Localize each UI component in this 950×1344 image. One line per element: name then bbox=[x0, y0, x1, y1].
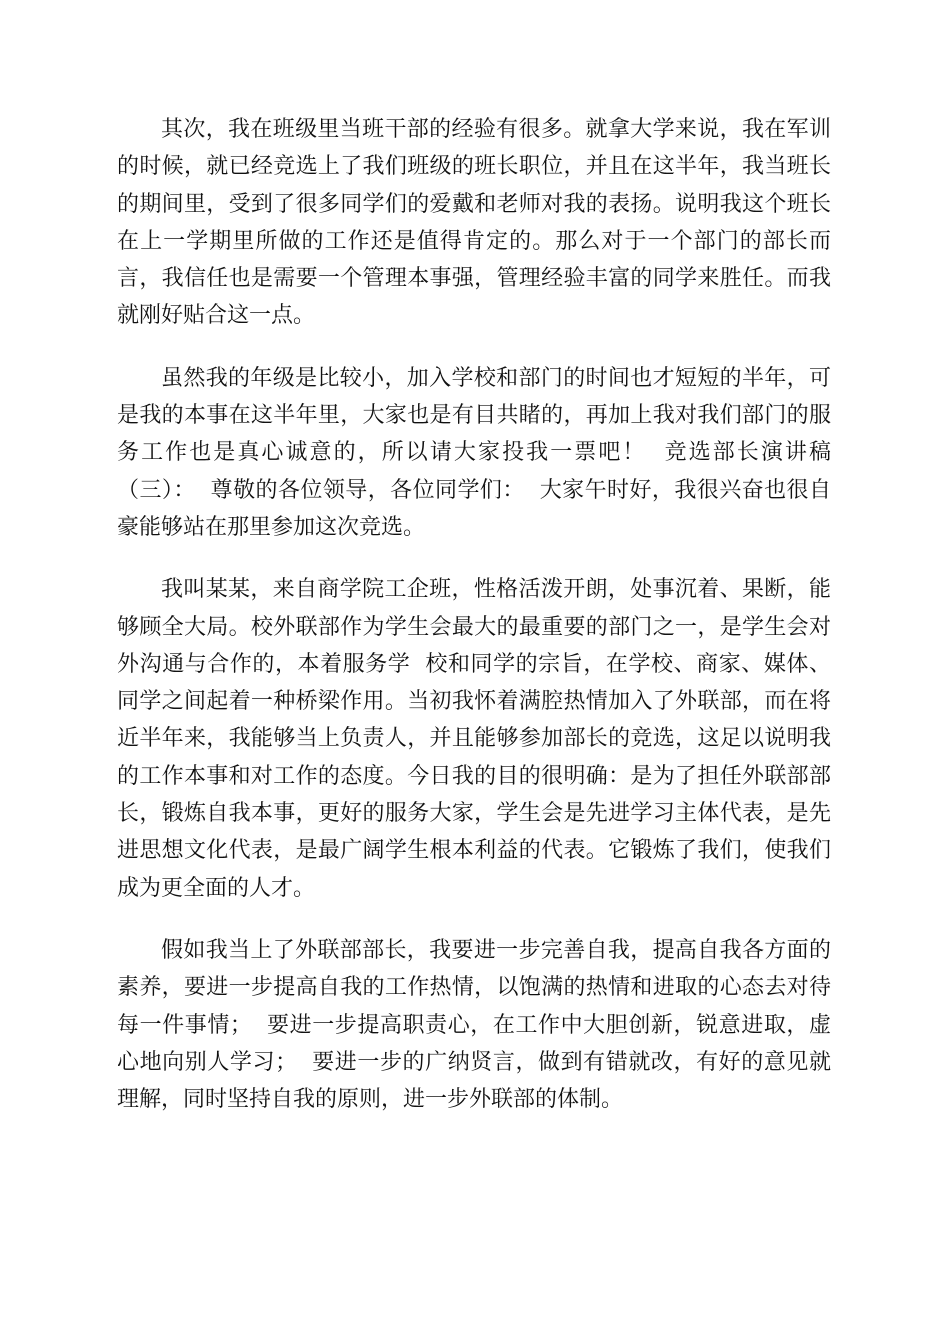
paragraph-4: 假如我当上了外联部部长，我要进一步完善自我，提高自我各方面的素养，要进一步提高自我的工作热情，以饱满的热情和进取的心态去对待每一件事情； 要进一步提高职责心，在工作中大胆创新，锐意进取，虚心地向别人学习； 要进一步的广纳贤言，做到有错就改，有好的意见就理解，同时坚持自我的原则，进一步外联部的体制。 bbox=[117, 937, 831, 1113]
paragraph-1: 其次，我在班级里当班干部的经验有很多。就拿大学来说，我在军训的时候，就已经竞选上了我们班级的班长职位，并且在这半年，我当班长的期间里，受到了很多同学们的爱戴和老师对我的表扬。说明我这个班长在上一学期里所做的工作还是值得肯定的。那么对于一个部门的部长而言，我信任也是需要一个管理本事强，管理经验丰富的同学来胜任。而我就刚好贴合这一点。 bbox=[117, 117, 831, 329]
document-body bbox=[117, 111, 831, 1143]
paragraph-3: 我叫某某，来自商学院工企班，性格活泼开朗，处事沉着、果断，能够顾全大局。校外联部作为学生会最大的最重要的部门之一，是学生会对外沟通与合作的，本着服务学 校和同学的宗旨，在学校、商家、媒体、同学之间起着一种桥梁作用。当初我怀着满腔热情加入了外联部，而在将近半年来，我能够当上负责人，并且能够参加部长的竞选，这足以说明我的工作本事和对工作的态度。今日我的目的很明确：是为了担任外联部部长，锻炼自我本事，更好的服务大家，学生会是先进学习主体代表，是先进思想文化代表，是最广阔学生根本利益的代表。它锻炼了我们，使我们成为更全面的人才。 bbox=[117, 577, 831, 901]
paragraph-2: 虽然我的年级是比较小，加入学校和部门的时间也才短短的半年，可是我的本事在这半年里，大家也是有目共睹的，再加上我对我们部门的服务工作也是真心诚意的，所以请大家投我一票吧！ 竞选部长演讲稿（三）： 尊敬的各位领导，各位同学们： 大家午时好，我很兴奋也很自豪能够站在那里参加这次竞选。 bbox=[117, 365, 831, 540]
